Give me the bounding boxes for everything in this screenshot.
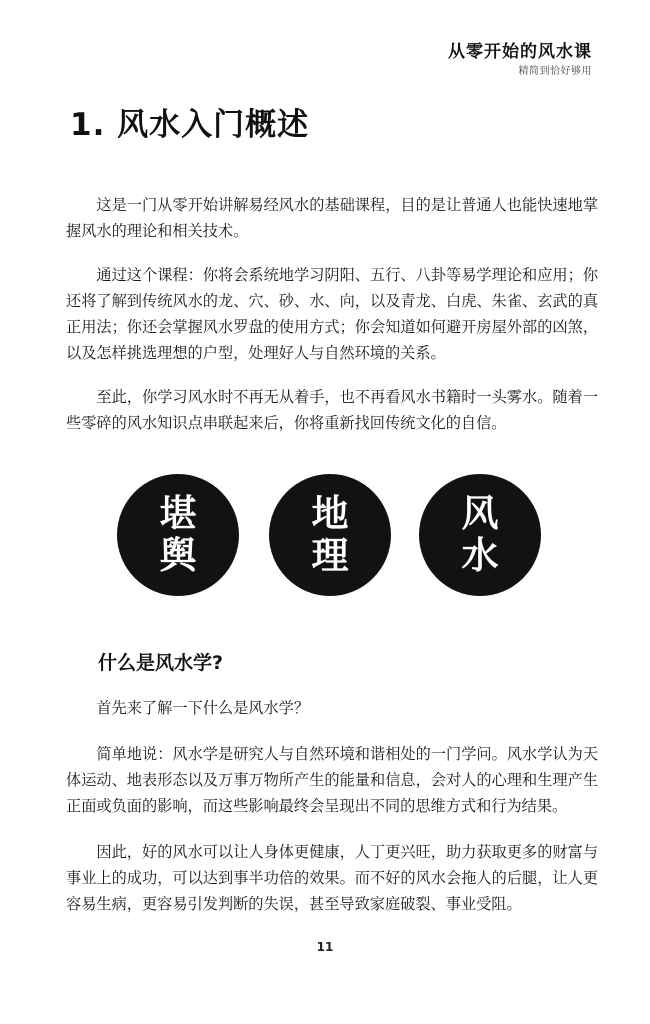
circle-kanyu-label: 堪舆 <box>159 492 197 577</box>
concept-circles <box>117 474 537 598</box>
circle-fengshui <box>419 474 541 596</box>
book-title: 从零开始的风水课 <box>448 42 592 62</box>
page-number: 11 <box>316 940 334 954</box>
intro-paragraph-2: 通过这个课程：你将会系统地学习阴阳、五行、八卦等易学理论和应用；你还将了解到传统风水的龙、穴、砂、水、向，以及青龙、白虎、朱雀、玄武的真正用法；你还会掌握风水罗盘的使用方式；你会知道如何避开房屋外部的凶煞，以及怎样挑选理想的户型，处理好人与自然环境的关系。 <box>66 266 598 362</box>
intro-paragraph-1: 这是一门从零开始讲解易经风水的基础课程，目的是让普通人也能快速地掌握风水的理论和相关技术。 <box>66 196 598 240</box>
section-paragraph-2: 简单地说：风水学是研究人与自然环境和谐相处的一门学问。风水学认为天体运动、地表形态以及万事万物所产生的能量和信息，会对人的心理和生理产生正面或负面的影响，而这些影响最终会呈现出不同的思维方式和行为结果。 <box>66 745 598 815</box>
circle-fengshui-label: 风水 <box>461 492 499 577</box>
circle-kanyu <box>117 474 239 596</box>
circle-dili <box>269 474 391 596</box>
circle-dili-label: 地理 <box>311 492 349 577</box>
book-subtitle: 精简到恰好够用 <box>518 66 592 77</box>
section-heading: 什么是风水学? <box>98 652 224 674</box>
intro-paragraph-3: 至此，你学习风水时不再无从着手，也不再看风水书籍时一头雾水。随着一些零碎的风水知识点串联起来后，你将重新找回传统文化的自信。 <box>66 388 598 432</box>
section-paragraph-1: 首先来了解一下什么是风水学？ <box>96 699 310 717</box>
section-paragraph-3: 因此，好的风水可以让人身体更健康，人丁更兴旺，助力获取更多的财富与事业上的成功，可以达到事半功倍的效果。而不好的风水会拖人的后腿，让人更容易生病，更容易引发判断的失误，甚至导致家庭破裂、事业受阻。 <box>66 843 598 913</box>
chapter-title: 1. 风水入门概述 <box>70 107 310 143</box>
